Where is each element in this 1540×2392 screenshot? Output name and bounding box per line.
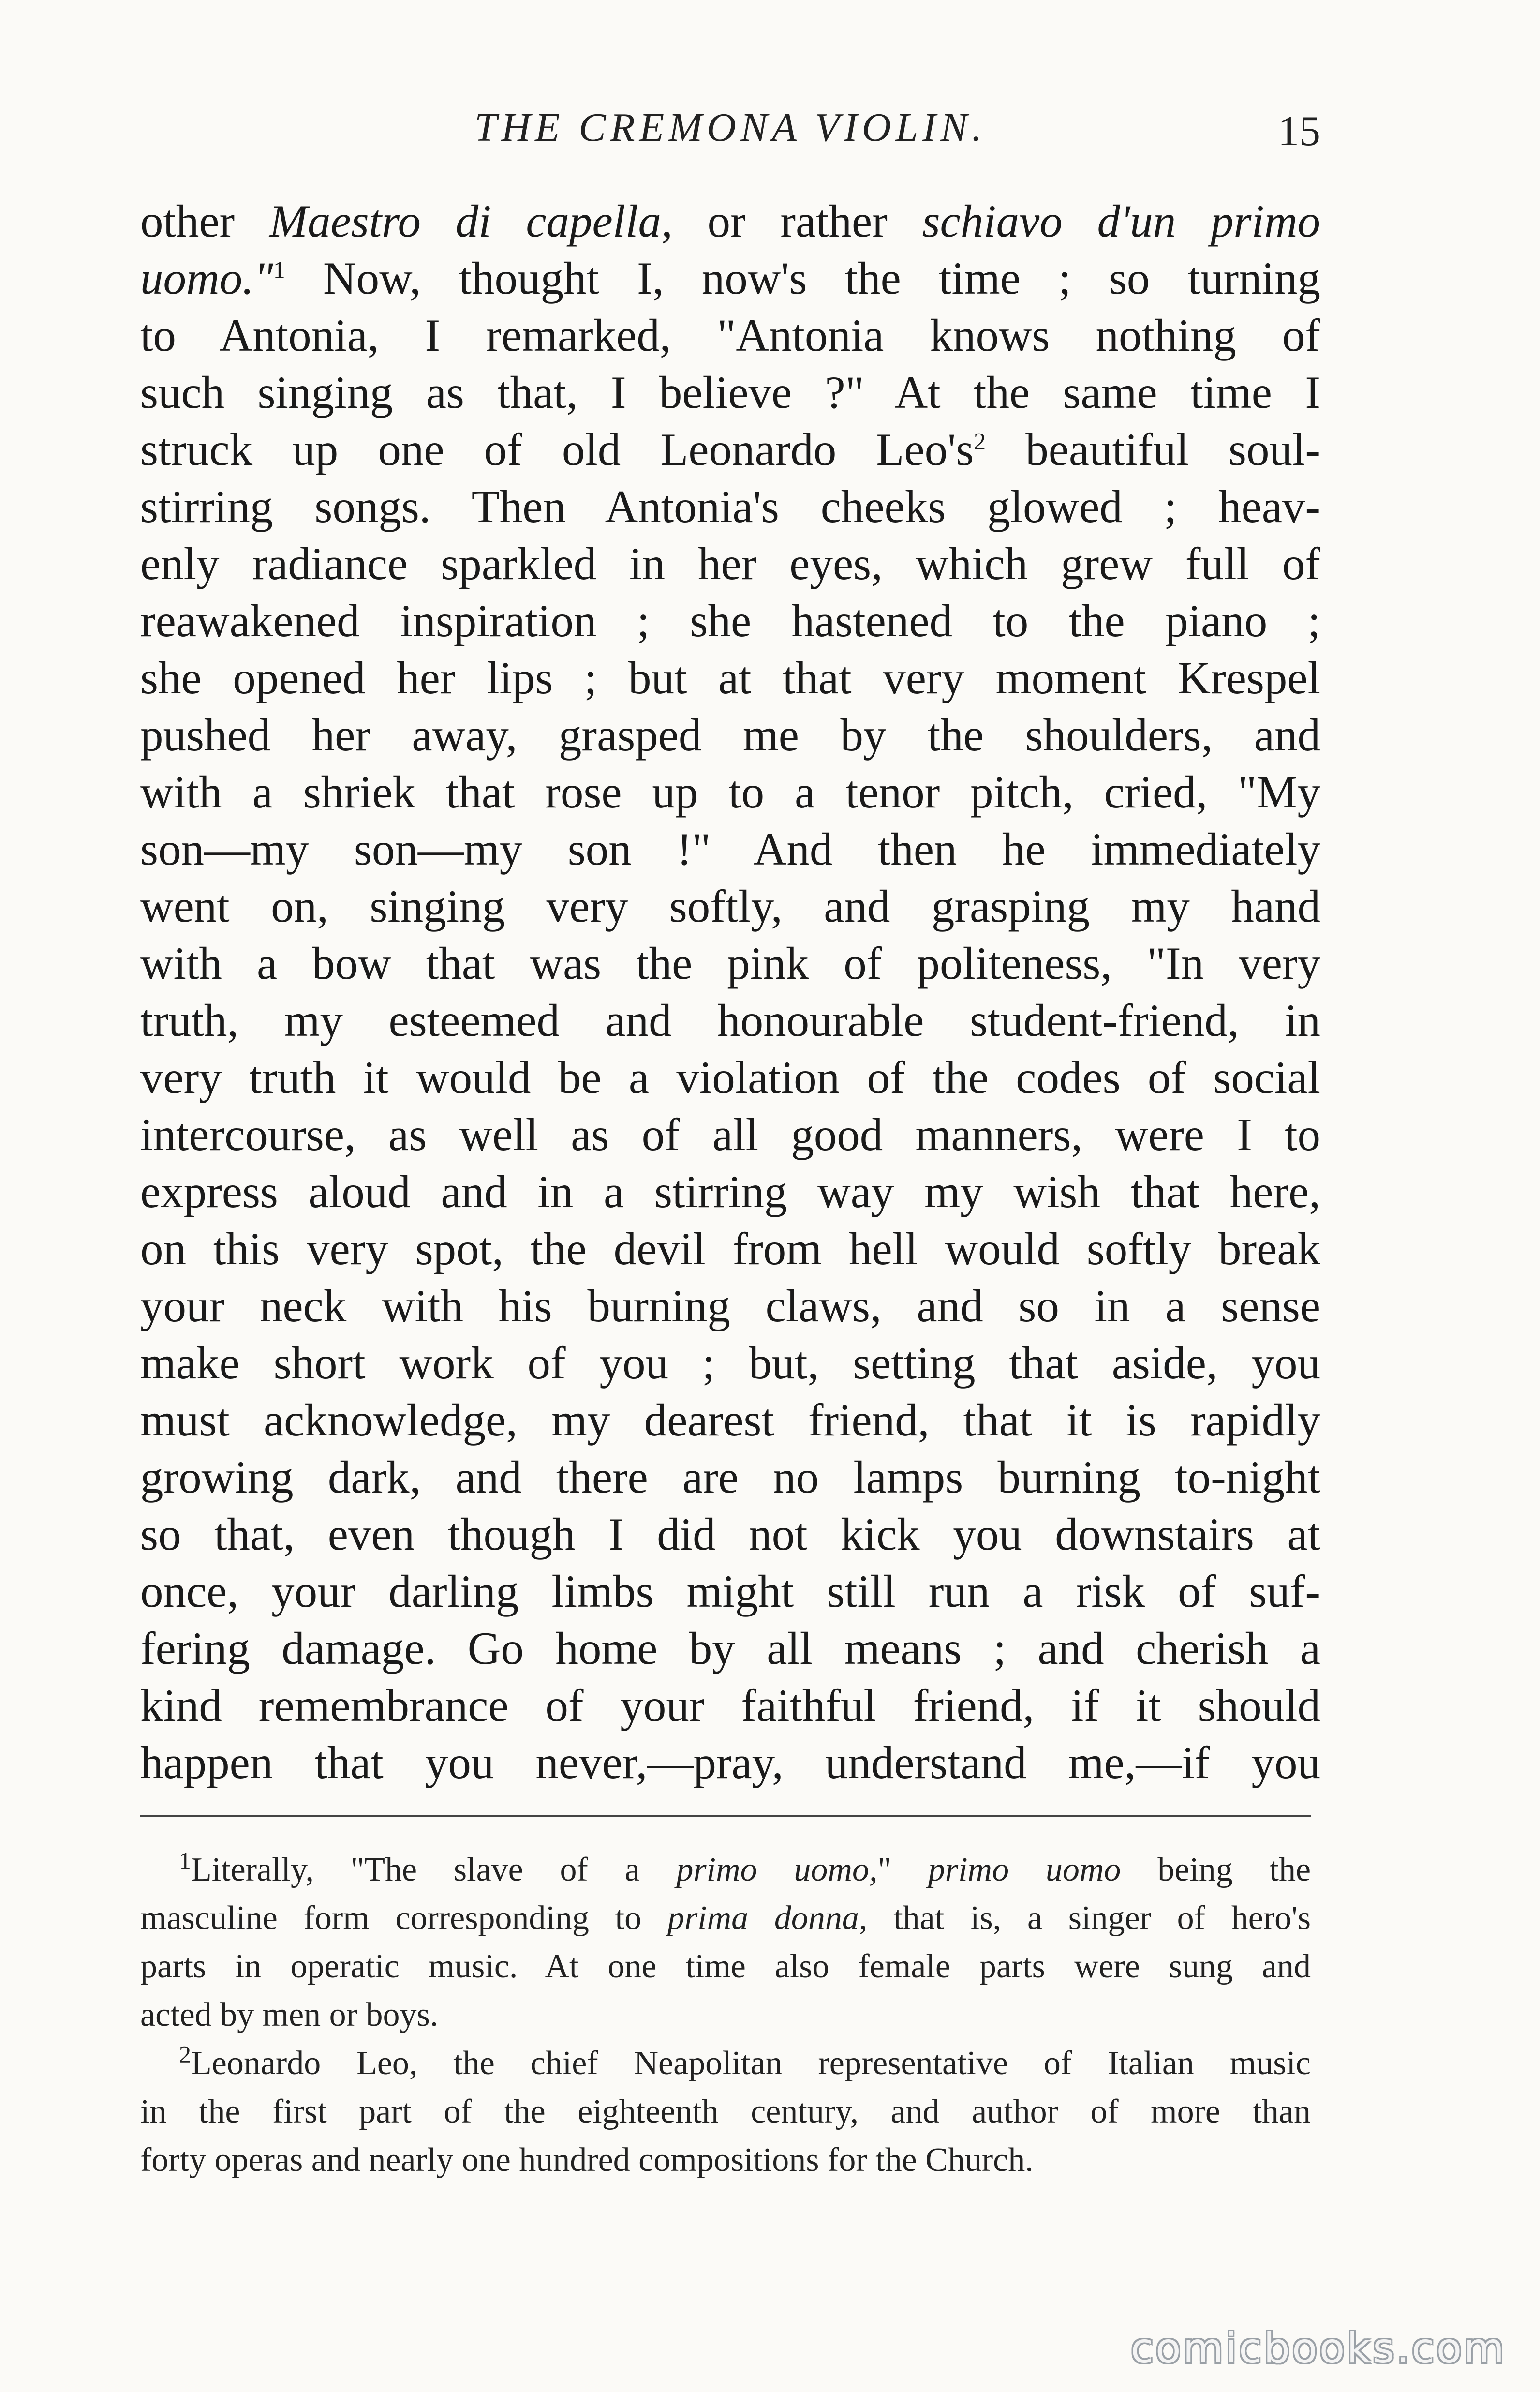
text-line: enly radiance sparkled in her eyes, which grew full of [140, 538, 1320, 589]
text-line: on this very spot, the devil from hell would softly break [140, 1223, 1320, 1274]
text-line: such singing as that, I believe ?" At the same time I [140, 367, 1320, 418]
footnote-line: in the first part of the eighteenth century, and author of more than [140, 2093, 1311, 2130]
text-line: your neck with his burning claws, and so in a sense [140, 1280, 1320, 1331]
text-line: son—my son—my son !" And then he immediately [140, 823, 1320, 875]
text-line: with a shriek that rose up to a tenor pitch, cried, "My [140, 766, 1320, 818]
text-line: she opened her lips ; but at that very moment Krespel [140, 652, 1320, 703]
text-line: uomo."$^1$ Now, thought I, now's the time ; so turning [140, 253, 1320, 304]
text-line: growing dark, and there are no lamps burning to-night [140, 1451, 1320, 1503]
footnote-line: forty operas and nearly one hundred compositions for the Church. [140, 2141, 1034, 2179]
running-title: THE CREMONA VIOLIN. [474, 105, 987, 150]
site-watermark: comicbooks.com [1130, 2324, 1506, 2373]
footnote-line: masculine form corresponding to prima donna, that is, a singer of hero's [140, 1899, 1311, 1937]
footnote-marker: 1 [179, 1847, 191, 1874]
text-line: other Maestro di capella, or rather schiavo d'un primo [140, 195, 1320, 247]
text-line: to Antonia, I remarked, "Antonia knows nothing of [140, 310, 1320, 361]
text-line: kind remembrance of your faithful friend, if it should [140, 1680, 1320, 1731]
text-line: fering damage. Go home by all means ; and cherish a [140, 1623, 1320, 1674]
body-text [140, 193, 1320, 1791]
text-line: went on, singing very softly, and grasping my hand [140, 881, 1320, 932]
footnote-line: parts in operatic music. At one time also female parts were sung and [140, 1948, 1311, 1985]
text-line: intercourse, as well as of all good manners, were I to [140, 1109, 1320, 1160]
footnote-divider [140, 1815, 1311, 1817]
text-line: stirring songs. Then Antonia's cheeks glowed ; heav- [140, 481, 1320, 532]
text-line: pushed her away, grasped me by the shoulders, and [140, 709, 1320, 761]
text-line: make short work of you ; but, setting that aside, you [140, 1337, 1320, 1389]
text-line: happen that you never,—pray, understand me,—if you [140, 1737, 1320, 1788]
footnote-marker: 2 [179, 2040, 191, 2068]
text-line: must acknowledge, my dearest friend, that it is rapidly [140, 1394, 1320, 1446]
page-number: 15 [1278, 108, 1320, 155]
footnotes [140, 1846, 1311, 2184]
page-header [140, 104, 1320, 167]
footnote-line: $^1$Literally, "The slave of a primo uomo," primo uomo being the [179, 1847, 1311, 1888]
text-line: truth, my esteemed and honourable student-friend, in [140, 995, 1320, 1046]
footnote-line: $^2$Leonardo Leo, the chief Neapolitan representative of Italian music [179, 2040, 1311, 2082]
text-line: once, your darling limbs might still run a risk of suf- [140, 1566, 1320, 1617]
text-line: very truth it would be a violation of the codes of social [140, 1052, 1320, 1103]
text-line: so that, even though I did not kick you downstairs at [140, 1509, 1320, 1560]
text-line: reawakened inspiration ; she hastened to the piano ; [140, 595, 1320, 646]
footnote-ref: 2 [974, 427, 986, 455]
footnote-ref: 1 [273, 256, 285, 284]
text-line: struck up one of old Leonardo $Leo's^2$ beautiful soul- [140, 424, 1320, 475]
text-line: express aloud and in a stirring way my wish that here, [140, 1166, 1320, 1217]
footnote-line: acted by men or boys. [140, 1996, 439, 2033]
text-line: with a bow that was the pink of politeness, "In very [140, 938, 1320, 989]
